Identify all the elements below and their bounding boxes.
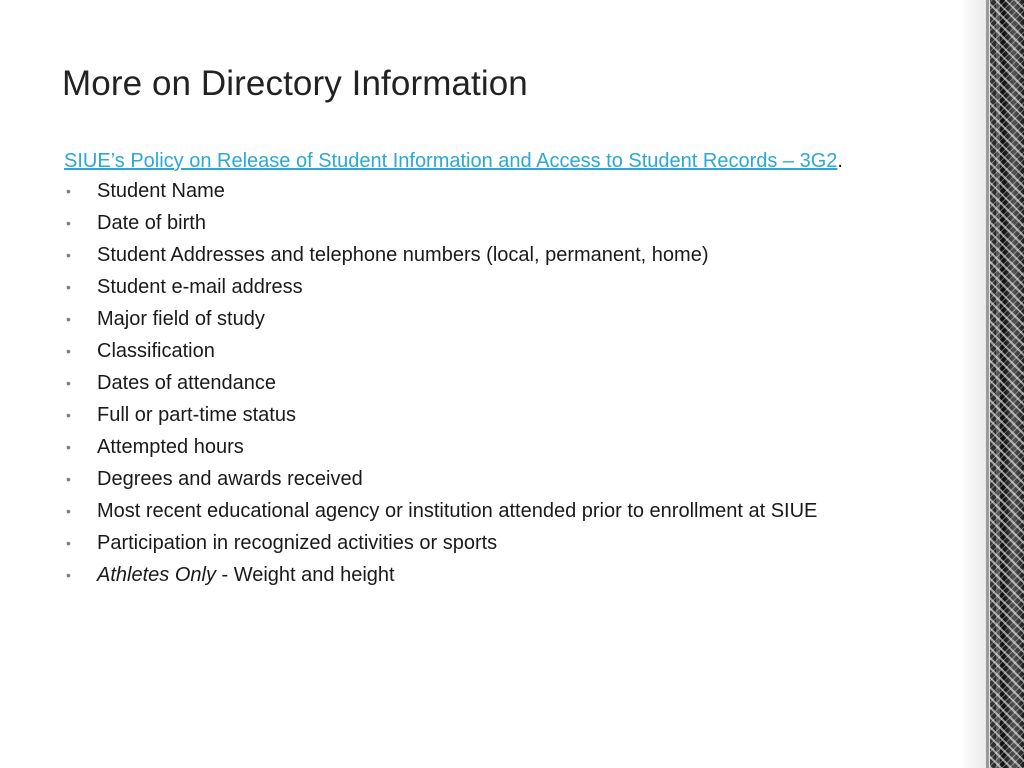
edge-texture-highlight: [996, 0, 1000, 768]
bullet-icon: •: [66, 343, 71, 359]
policy-reference: [64, 148, 864, 174]
list-item: [64, 498, 864, 524]
policy-link[interactable]: SIUE’s Policy on Release of Student Information and Access to Student Records – 3G2: [64, 150, 838, 172]
bullet-icon: •: [66, 535, 71, 551]
edge-divider-line: [986, 0, 989, 768]
list-item-text: Participation in recognized activities or sports: [97, 532, 498, 554]
list-item-text: Student Name: [97, 180, 225, 202]
list-item-text: Classification: [97, 340, 215, 362]
list-item: [64, 178, 864, 204]
bullet-icon: •: [66, 375, 71, 391]
slide-title: More on Directory Information: [62, 64, 528, 103]
bullet-icon: •: [66, 311, 71, 327]
list-item-text: Date of birth: [97, 212, 206, 234]
list-item: [64, 306, 864, 332]
bullet-icon: •: [66, 215, 71, 231]
list-item: [64, 210, 864, 236]
list-item: [64, 402, 864, 428]
policy-suffix: .: [837, 150, 843, 172]
bullet-icon: •: [66, 279, 71, 295]
athletes-only-text: - Weight and height: [215, 564, 395, 586]
list-item-text: Student e-mail address: [97, 276, 303, 298]
list-item: [64, 242, 864, 268]
list-item: [64, 466, 864, 492]
bullet-icon: •: [66, 407, 71, 423]
list-item-text: Attempted hours: [97, 436, 244, 458]
list-item-text: Major field of study: [97, 308, 265, 330]
list-item-athletes: [64, 562, 864, 588]
list-item: [64, 434, 864, 460]
athletes-only-label: Athletes Only: [97, 564, 216, 586]
list-item: [64, 530, 864, 556]
list-item: [64, 370, 864, 396]
bullet-icon: •: [66, 471, 71, 487]
list-item: [64, 338, 864, 364]
bullet-icon: •: [66, 567, 71, 583]
bullet-icon: •: [66, 247, 71, 263]
list-item-text: Full or part-time status: [97, 404, 296, 426]
list-item-text: Most recent educational agency or institution attended prior to enrollment at SIUE: [97, 500, 818, 522]
slide-content: [64, 148, 864, 594]
bullet-icon: •: [66, 439, 71, 455]
bullet-icon: •: [66, 503, 71, 519]
directory-info-list: [64, 178, 864, 588]
list-item-text: Degrees and awards received: [97, 468, 363, 490]
list-item-text: Dates of attendance: [97, 372, 277, 394]
list-item: [64, 274, 864, 300]
list-item-text: Student Addresses and telephone numbers (local, permanent, home): [97, 244, 709, 266]
bullet-icon: •: [66, 183, 71, 199]
